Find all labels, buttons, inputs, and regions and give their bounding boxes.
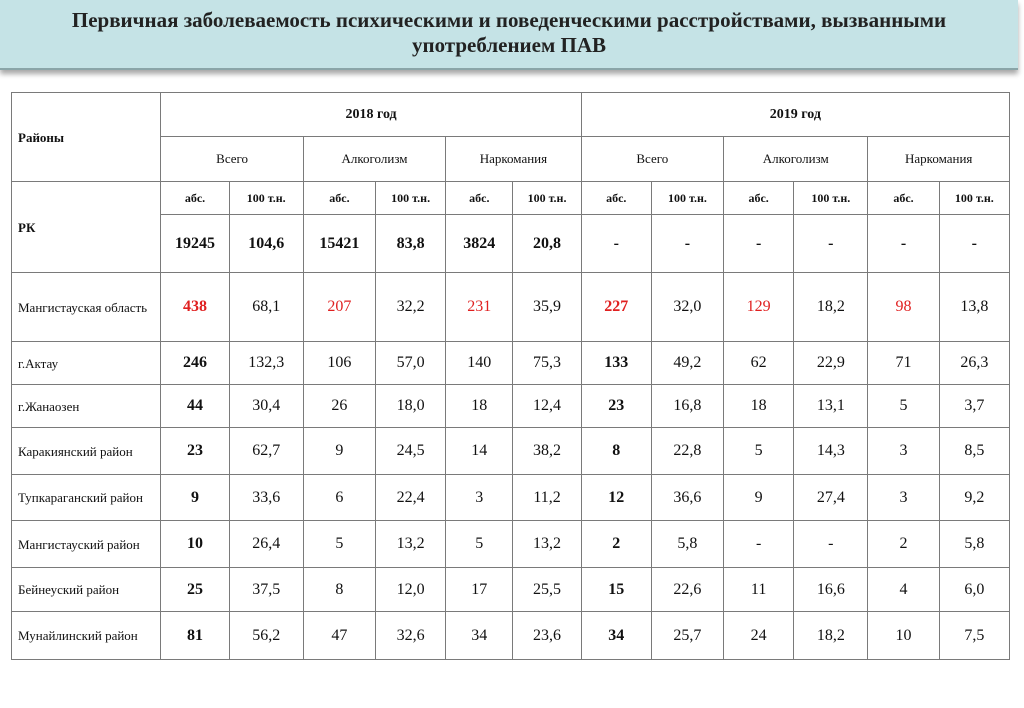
table-cell: 13,2 [376,521,446,568]
table-cell: 30,4 [229,385,303,428]
table-cell: 62,7 [229,428,303,475]
table-cell: 22,4 [376,475,446,521]
rk-value: - [581,215,651,273]
table-cell: 12,0 [376,568,446,612]
table-cell: 13,2 [513,521,581,568]
table-cell: 22,6 [651,568,723,612]
rk-value: 104,6 [229,215,303,273]
unit-abs: абс. [446,182,513,215]
table-row [12,612,1010,660]
table-cell: 75,3 [513,342,581,385]
table-cell: 14 [446,428,513,475]
table-cell: 132,3 [229,342,303,385]
district-name: Бейнеуский район [12,568,161,612]
unit-per100k: 100 т.н. [376,182,446,215]
table-cell: 44 [161,385,229,428]
rk-value: 3824 [446,215,513,273]
table-cell: 81 [161,612,229,660]
group-drugs-2018: Наркомания [446,137,581,182]
page-title: Первичная заболеваемость психическими и поведенческими расстройствами, вызванными употреблением ПАВ [71,8,947,57]
table-cell: 26,4 [229,521,303,568]
rk-value: 20,8 [513,215,581,273]
table-cell: 14,3 [794,428,868,475]
table-cell: 5,8 [651,521,723,568]
rk-row [12,215,1010,273]
table-cell: 133 [581,342,651,385]
table-cell: 32,2 [376,273,446,342]
unit-per100k: 100 т.н. [794,182,868,215]
unit-per100k: 100 т.н. [513,182,581,215]
unit-per100k: 100 т.н. [229,182,303,215]
rk-value: 15421 [303,215,375,273]
table-cell: 32,0 [651,273,723,342]
table-row [12,342,1010,385]
table-cell: 11,2 [513,475,581,521]
group-header-row [12,137,1010,182]
table-cell: 10 [868,612,939,660]
group-total-2019: Всего [581,137,723,182]
table-cell: 32,6 [376,612,446,660]
table-cell: 438 [161,273,229,342]
table-cell: 25 [161,568,229,612]
table-cell: 23,6 [513,612,581,660]
table-row [12,568,1010,612]
table-cell: 9 [303,428,375,475]
district-name: Тупкараганский район [12,475,161,521]
table-cell: 15 [581,568,651,612]
table-cell: 34 [446,612,513,660]
district-name: Мунайлинский район [12,612,161,660]
table-cell: 18,2 [794,612,868,660]
table-cell: 106 [303,342,375,385]
rk-value: - [724,215,794,273]
district-name: г.Жанаозен [12,385,161,428]
rk-value: - [939,215,1009,273]
table-cell: 9,2 [939,475,1009,521]
table-cell: 8 [303,568,375,612]
table-cell: - [724,521,794,568]
unit-abs: абс. [581,182,651,215]
table-cell: 6,0 [939,568,1009,612]
table-cell: 5,8 [939,521,1009,568]
table-cell: 5 [303,521,375,568]
table-cell: 2 [581,521,651,568]
unit-abs: абс. [303,182,375,215]
table-cell: 5 [724,428,794,475]
district-header: Районы [12,93,161,182]
table-cell: 3 [446,475,513,521]
table-cell: 36,6 [651,475,723,521]
table-cell: 6 [303,475,375,521]
unit-per100k: 100 т.н. [651,182,723,215]
table-cell: 4 [868,568,939,612]
table-cell: 38,2 [513,428,581,475]
table-cell: 140 [446,342,513,385]
table-cell: 9 [161,475,229,521]
table-cell: 18,0 [376,385,446,428]
year-header-row [12,93,1010,137]
table-cell: 13,1 [794,385,868,428]
group-alcohol-2018: Алкоголизм [303,137,445,182]
rk-value: 19245 [161,215,229,273]
rk-value: - [868,215,939,273]
table-cell: 24,5 [376,428,446,475]
table-cell: 231 [446,273,513,342]
rk-value: - [651,215,723,273]
table-cell: 18 [724,385,794,428]
group-drugs-2019: Наркомания [868,137,1010,182]
table-cell: 2 [868,521,939,568]
table-cell: 26 [303,385,375,428]
table-cell: 98 [868,273,939,342]
table-row [12,521,1010,568]
table-cell: 8 [581,428,651,475]
table-cell: 62 [724,342,794,385]
table-cell: 27,4 [794,475,868,521]
table-cell: 207 [303,273,375,342]
table-cell: 57,0 [376,342,446,385]
table-cell: 18 [446,385,513,428]
table-cell: 23 [581,385,651,428]
unit-abs: абс. [161,182,229,215]
district-name: Каракиянский район [12,428,161,475]
table-cell: 129 [724,273,794,342]
table-cell: 49,2 [651,342,723,385]
table-cell: 13,8 [939,273,1009,342]
table-cell: 47 [303,612,375,660]
unit-header-row [12,182,1010,215]
unit-abs: абс. [724,182,794,215]
table-cell: 10 [161,521,229,568]
table-row [12,475,1010,521]
table-cell: 18,2 [794,273,868,342]
table-row [12,273,1010,342]
group-total-2018: Всего [161,137,303,182]
table-cell: 3 [868,428,939,475]
table-cell: 8,5 [939,428,1009,475]
table-cell: 22,9 [794,342,868,385]
table-cell: 9 [724,475,794,521]
table-cell: 5 [446,521,513,568]
table-cell: 24 [724,612,794,660]
table-cell: 37,5 [229,568,303,612]
year-2018-header: 2018 год [161,93,581,137]
table-cell: 5 [868,385,939,428]
table-cell: 25,5 [513,568,581,612]
table-cell: 25,7 [651,612,723,660]
table-cell: 16,6 [794,568,868,612]
table-row [12,428,1010,475]
table-cell: 17 [446,568,513,612]
table-cell: 7,5 [939,612,1009,660]
table-cell: 56,2 [229,612,303,660]
table-row [12,385,1010,428]
table-cell: 23 [161,428,229,475]
district-name: Мангистауская область [12,273,161,342]
unit-abs: абс. [868,182,939,215]
table-cell: - [794,521,868,568]
incidence-table [11,92,1010,660]
table-cell: 22,8 [651,428,723,475]
rk-value: - [794,215,868,273]
table-cell: 68,1 [229,273,303,342]
table-cell: 26,3 [939,342,1009,385]
table-cell: 246 [161,342,229,385]
table-cell: 16,8 [651,385,723,428]
rk-value: 83,8 [376,215,446,273]
table-cell: 3 [868,475,939,521]
table-cell: 33,6 [229,475,303,521]
table-cell: 71 [868,342,939,385]
district-name: Мангистауский район [12,521,161,568]
unit-per100k: 100 т.н. [939,182,1009,215]
table-cell: 227 [581,273,651,342]
table-cell: 11 [724,568,794,612]
table-cell: 12,4 [513,385,581,428]
table-cell: 34 [581,612,651,660]
table-cell: 35,9 [513,273,581,342]
year-2019-header: 2019 год [581,93,1009,137]
group-alcohol-2019: Алкоголизм [724,137,868,182]
table-cell: 12 [581,475,651,521]
rk-label: РК [12,182,161,273]
district-name: г.Актау [12,342,161,385]
table-cell: 3,7 [939,385,1009,428]
slide-header [0,0,1018,70]
